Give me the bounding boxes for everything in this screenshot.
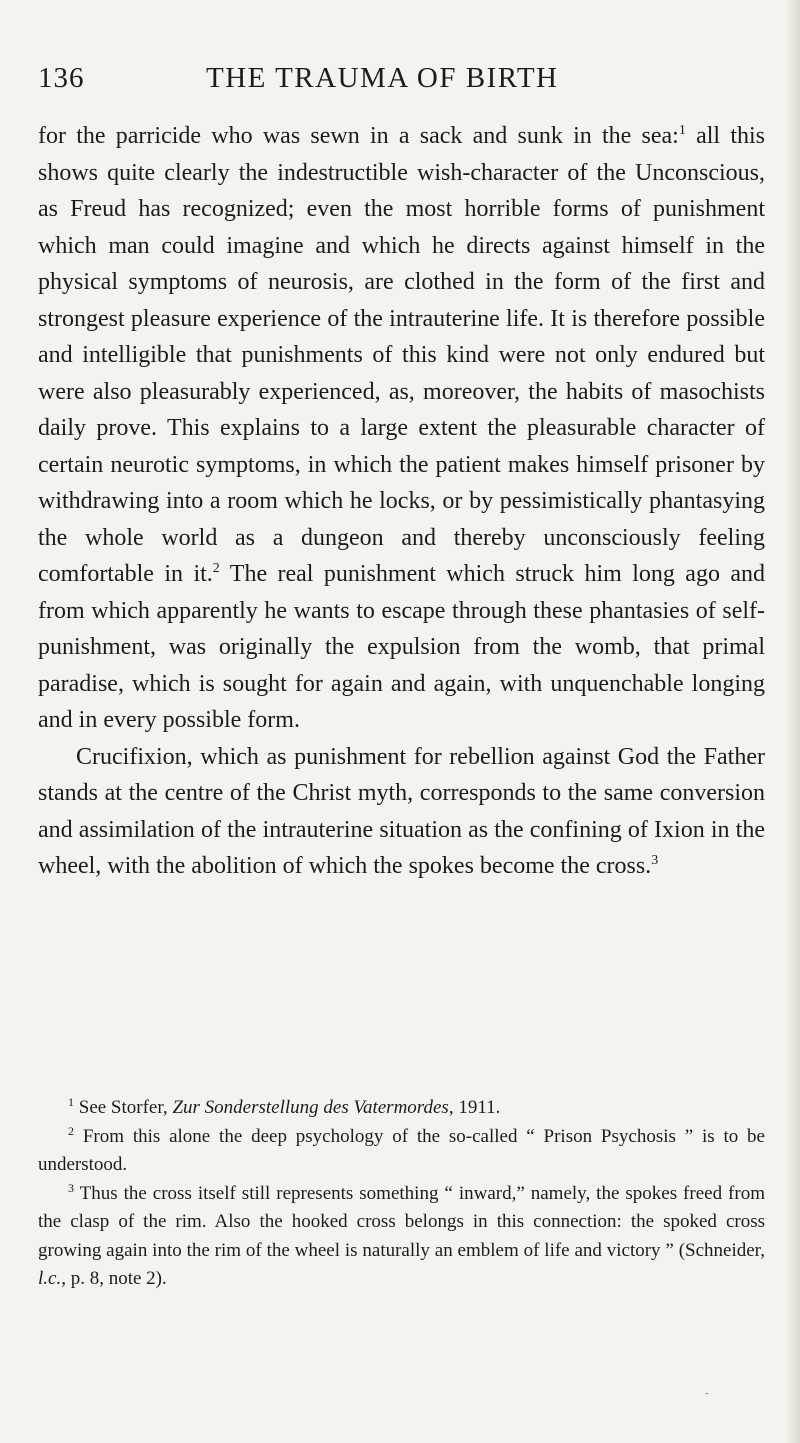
- page-edge-shadow: [786, 0, 800, 1443]
- footnote-number: 1: [68, 1095, 74, 1109]
- body-text: [38, 118, 765, 885]
- footnote-ref-3: 3: [651, 853, 659, 868]
- text-run: The real punishment which struck him long ago and from which apparently he wants to escape through these phantasies of self-punishment, was originally the expulsion from the womb, that primal paradise, which is sought for again and again, with unquenchable longing and in every possible form.: [38, 561, 766, 733]
- footnotes: [38, 1094, 765, 1294]
- footnote-text: , 1911.: [448, 1097, 501, 1118]
- running-head: THE TRAUMA OF BIRTH: [206, 62, 559, 94]
- paragraph-1: [38, 118, 765, 739]
- paragraph-2: [38, 739, 765, 885]
- footnote-number: 3: [68, 1180, 74, 1195]
- footnote-2: [38, 1123, 765, 1180]
- footnote-3: [38, 1180, 765, 1294]
- footnote-title: Zur Sonderstellung des Vatermordes: [172, 1097, 449, 1118]
- footnote-text: See Storfer,: [74, 1097, 173, 1118]
- footnote-1: [38, 1094, 765, 1123]
- footnote-number: 2: [68, 1123, 74, 1138]
- footnote-text: Thus the cross itself still represents something “ inward,” namely, the spokes freed from the clasp of the rim. Also the hooked cross belongs in this connection: the spoked cross growing again into the rim of the wheel is naturally an emblem of life and victory ” (Schneider,: [38, 1182, 765, 1261]
- page-number: 136: [38, 62, 85, 94]
- text-run: all this shows quite clearly the indestructible wish-character of the Unconscious, as Freud has recognized; even the most horrible forms of punishment which man could imagine and which he directs against himself in the physical symptoms of neurosis, are clothed in the form of the first and strongest pleasure experience of the intrauterine life. It is therefore possible and intelligible that punishments of this kind were not only endured but were also pleasurably experienced, as, moreover, the habits of masochists daily prove. This explains to a large extent the pleasurable character of certain neurotic symptoms, in which the patient makes himself prisoner by withdrawing into a room which he locks, or by pessimistically phantasying the whole world as a dungeon and thereby unconsciously feeling comfortable in it.: [38, 123, 765, 587]
- bottom-mark: -: [705, 1387, 709, 1399]
- footnote-text: , p. 8, note 2).: [61, 1268, 167, 1289]
- page-header: [38, 62, 768, 102]
- footnote-ref-1: 1: [678, 123, 686, 138]
- text-run: for the parricide who was sewn in a sack and sunk in the sea:: [38, 123, 679, 149]
- text-run: Crucifixion, which as punishment for rebellion against God the Father stands at the centre of the Christ myth, corresponds to the same conversion and assimilation of the intrauterine situation as the confining of Ixion in the wheel, with the abolition of which the spokes become the cross.: [38, 743, 765, 879]
- footnote-text: From this alone the deep psychology of the so-called “ Prison Psychosis ” is to be understood.: [38, 1125, 765, 1175]
- footnote-ref-2: 2: [212, 561, 220, 576]
- footnote-citation: l.c.: [38, 1268, 62, 1289]
